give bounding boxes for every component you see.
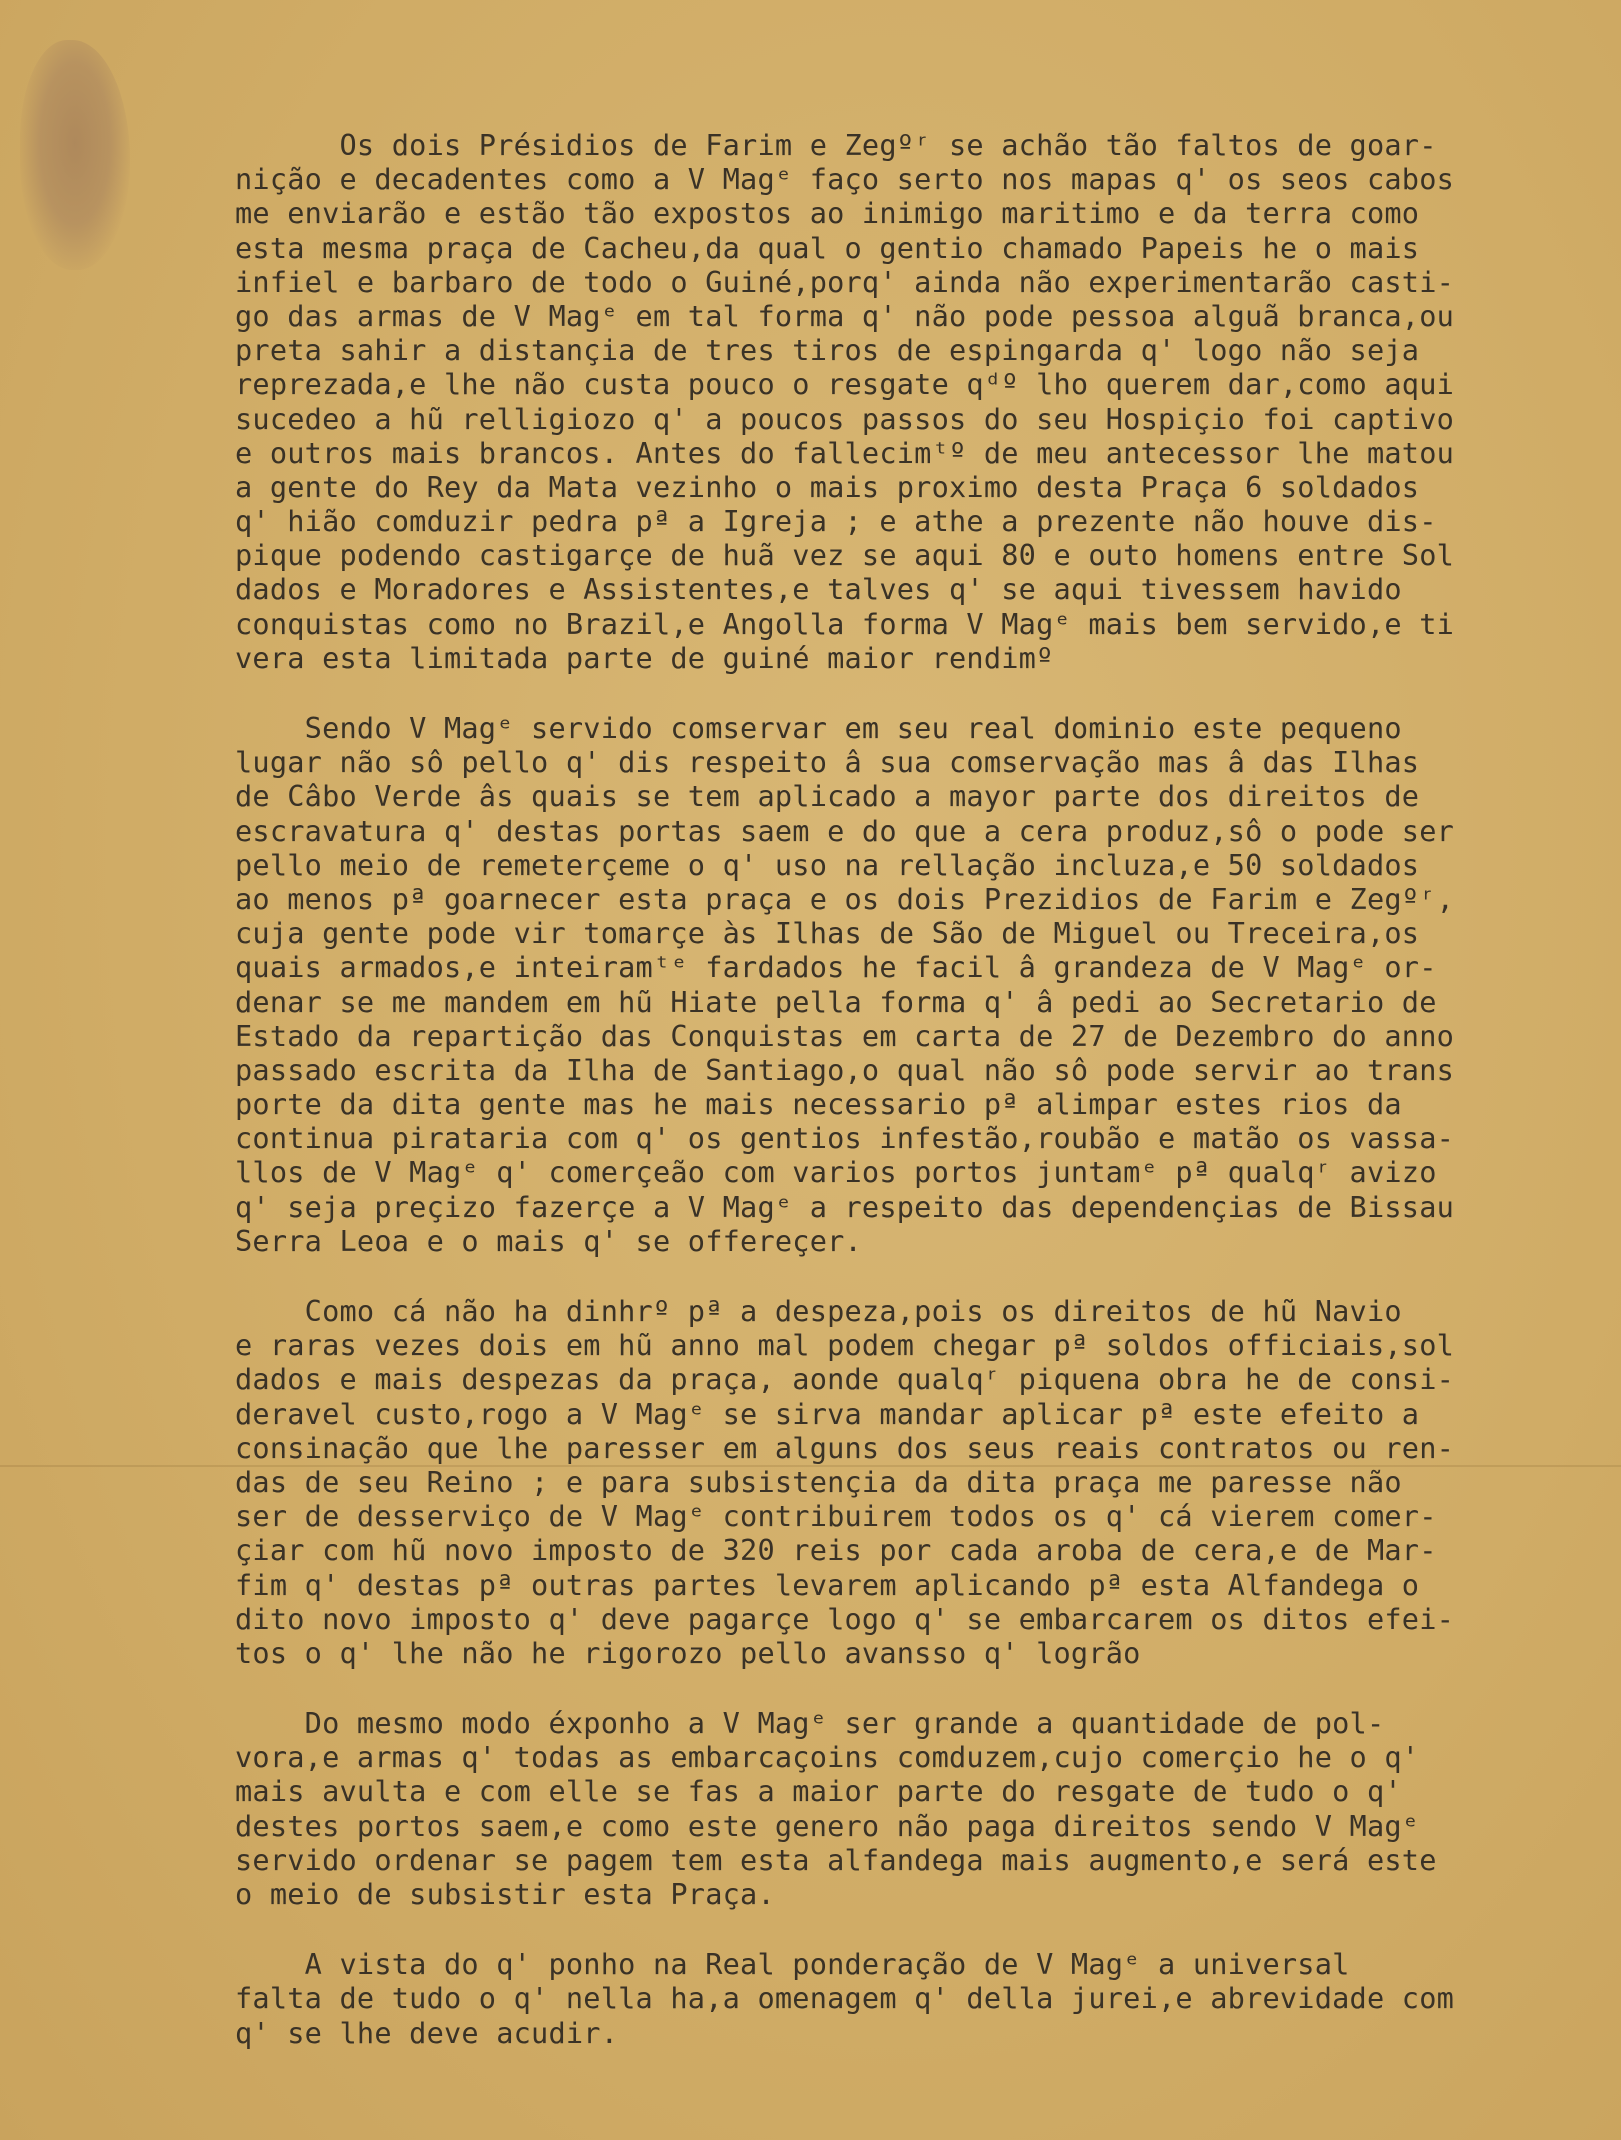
text-line: conquistas como no Brazil,e Angolla forma V Magᵉ mais bem servido,e ti — [235, 606, 1455, 641]
text-line: vera esta limitada parte de guiné maior rendimº — [235, 640, 1054, 675]
text-line: pello meio de remeterçeme o q' uso na rellação incluza,e 50 soldados — [235, 847, 1420, 882]
text-line: o meio de subsistir esta Praça. — [235, 1877, 775, 1911]
text-line: destes portos saem,e como este genero não paga direitos sendo V Magᵉ — [235, 1808, 1420, 1843]
text-line: sucedeo a hũ relligiozo q' a poucos passos do seu Hospiçio foi captivo — [235, 401, 1455, 436]
text-line: Os dois Présidios de Farim e Zegºʳ se achão tão faltos de goar- — [235, 128, 1437, 162]
paragraph-4 — [235, 1706, 1620, 1911]
text-line: ser de desserviço de V Magᵉ contribuirem todos os q' cá vierem comer- — [235, 1499, 1437, 1534]
text-line: e raras vezes dois em hũ anno mal podem chegar pª soldos officiais,sol — [235, 1328, 1455, 1363]
text-line: cuja gente pode vir tomarçe às Ilhas de São de Miguel ou Treceira,os — [235, 916, 1420, 951]
text-line: dito novo imposto q' deve pagarçe logo q' se embarcarem os ditos efei- — [235, 1601, 1455, 1636]
text-line: dados e mais despezas da praça, aonde qualqʳ piquena obra he de consi- — [235, 1362, 1455, 1397]
text-line: me enviarão e estão tão expostos ao inimigo maritimo e da terra como — [235, 196, 1420, 231]
text-line: Do mesmo modo éxponho a V Magᵉ ser grande a quantidade de pol- — [235, 1706, 1385, 1741]
text-line: nição e decadentes como a V Magᵉ faço serto nos mapas q' os seos cabos — [235, 162, 1455, 197]
text-line: passado escrita da Ilha de Santiago,o qual não sô pode servir ao trans — [235, 1052, 1455, 1087]
text-line: denar se me mandem em hũ Hiate pella forma q' â pedi ao Secretario de — [235, 984, 1437, 1019]
text-line: go das armas de V Magᵉ em tal forma q' não pode pessoa alguã branca,ou — [235, 298, 1455, 333]
text-line: fim q' destas pª outras partes levarem aplicando pª esta Alfandega o — [235, 1567, 1420, 1602]
text-line: pique podendo castigarçe de huã vez se aqui 80 e outo homens entre Sol — [235, 538, 1455, 573]
paper-stain — [20, 40, 130, 270]
text-line: mais avulta e com elle se fas a maior parte do resgate de tudo o q' — [235, 1774, 1402, 1809]
text-line: q' hião comduzir pedra pª a Igreja ; e athe a prezente não houve dis- — [235, 504, 1437, 539]
text-line: de Câbo Verde âs quais se tem aplicado a mayor parte dos direitos de — [235, 779, 1420, 814]
text-line: lugar não sô pello q' dis respeito â sua comservação mas â das Ilhas — [235, 745, 1420, 780]
text-line: ao menos pª goarnecer esta praça e os dois Prezidios de Farim e Zegºʳ, — [235, 881, 1455, 916]
text-line: dados e Moradores e Assistentes,e talves q' se aqui tivessem havido — [235, 572, 1402, 607]
text-line: vora,e armas q' todas as embarcaçoins comduzem,cujo comerçio he o q' — [235, 1740, 1420, 1775]
paragraph-1 — [235, 128, 1620, 675]
text-line: preta sahir a distançia de tres tiros de espingarda q' logo não seja — [235, 333, 1420, 368]
text-line: Serra Leoa e o mais q' se offereçer. — [235, 1223, 862, 1258]
text-line: A vista do q' ponho na Real ponderação de V Magᵉ a universal — [235, 1947, 1350, 1982]
text-line: Como cá não ha dinhrº pª a despeza,pois os direitos de hũ Navio — [235, 1294, 1402, 1328]
text-line: çiar com hũ novo imposto de 320 reis por cada aroba de cera,e de Mar- — [235, 1533, 1437, 1568]
text-line: escravatura q' destas portas saem e do que a cera produz,sô o pode ser — [235, 813, 1455, 848]
text-line: esta mesma praça de Cacheu,da qual o gentio chamado Papeis he o mais — [235, 230, 1420, 265]
typed-letter-body — [235, 128, 1620, 2086]
text-line: continua pirataria com q' os gentios infestão,roubão e matão os vassa- — [235, 1121, 1455, 1156]
paragraph-5 — [235, 1947, 1620, 2050]
text-line: deravel custo,rogo a V Magᵉ se sirva mandar aplicar pª este efeito a — [235, 1396, 1420, 1431]
text-line: servido ordenar se pagem tem esta alfandega mais augmento,e será este — [235, 1842, 1437, 1877]
text-line: e outros mais brancos. Antes do fallecimᵗº de meu antecessor lhe matou — [235, 435, 1455, 470]
text-line: llos de V Magᵉ q' comerçeão com varios portos juntamᵉ pª qualqʳ avizo — [235, 1155, 1437, 1190]
text-line: porte da dita gente mas he mais necessario pª alimpar estes rios da — [235, 1087, 1402, 1122]
text-line: q' seja preçizo fazerçe a V Magᵉ a respeito das dependençias de Bissau — [235, 1189, 1455, 1224]
text-line: Estado da repartição das Conquistas em carta de 27 de Dezembro do anno — [235, 1018, 1455, 1053]
text-line: das de seu Reino ; e para subsistençia da dita praça me paresse não — [235, 1464, 1402, 1499]
text-line: falta de tudo o q' nella ha,a omenagem q' della jurei,e abrevidade com — [235, 1981, 1455, 2016]
text-line: quais armados,e inteiramᵗᵉ fardados he facil â grandeza de V Magᵉ or- — [235, 950, 1437, 985]
text-line: infiel e barbaro de todo o Guiné,porq' ainda não experimentarão casti- — [235, 264, 1455, 299]
text-line: q' se lhe deve acudir. — [235, 2015, 619, 2050]
paragraph-3 — [235, 1294, 1620, 1670]
text-line: a gente do Rey da Mata vezinho o mais proximo desta Praça 6 soldados — [235, 469, 1420, 504]
text-line: reprezada,e lhe não custa pouco o resgate qᵈº lho querem dar,como aqui — [235, 367, 1455, 402]
text-line: Sendo V Magᵉ servido comservar em seu real dominio este pequeno — [235, 711, 1402, 745]
text-line: tos o q' lhe não he rigorozo pello avansso q' logrão — [235, 1635, 1141, 1670]
paragraph-2 — [235, 711, 1620, 1258]
text-line: consinação que lhe paresser em alguns dos seus reais contratos ou ren- — [235, 1430, 1455, 1465]
